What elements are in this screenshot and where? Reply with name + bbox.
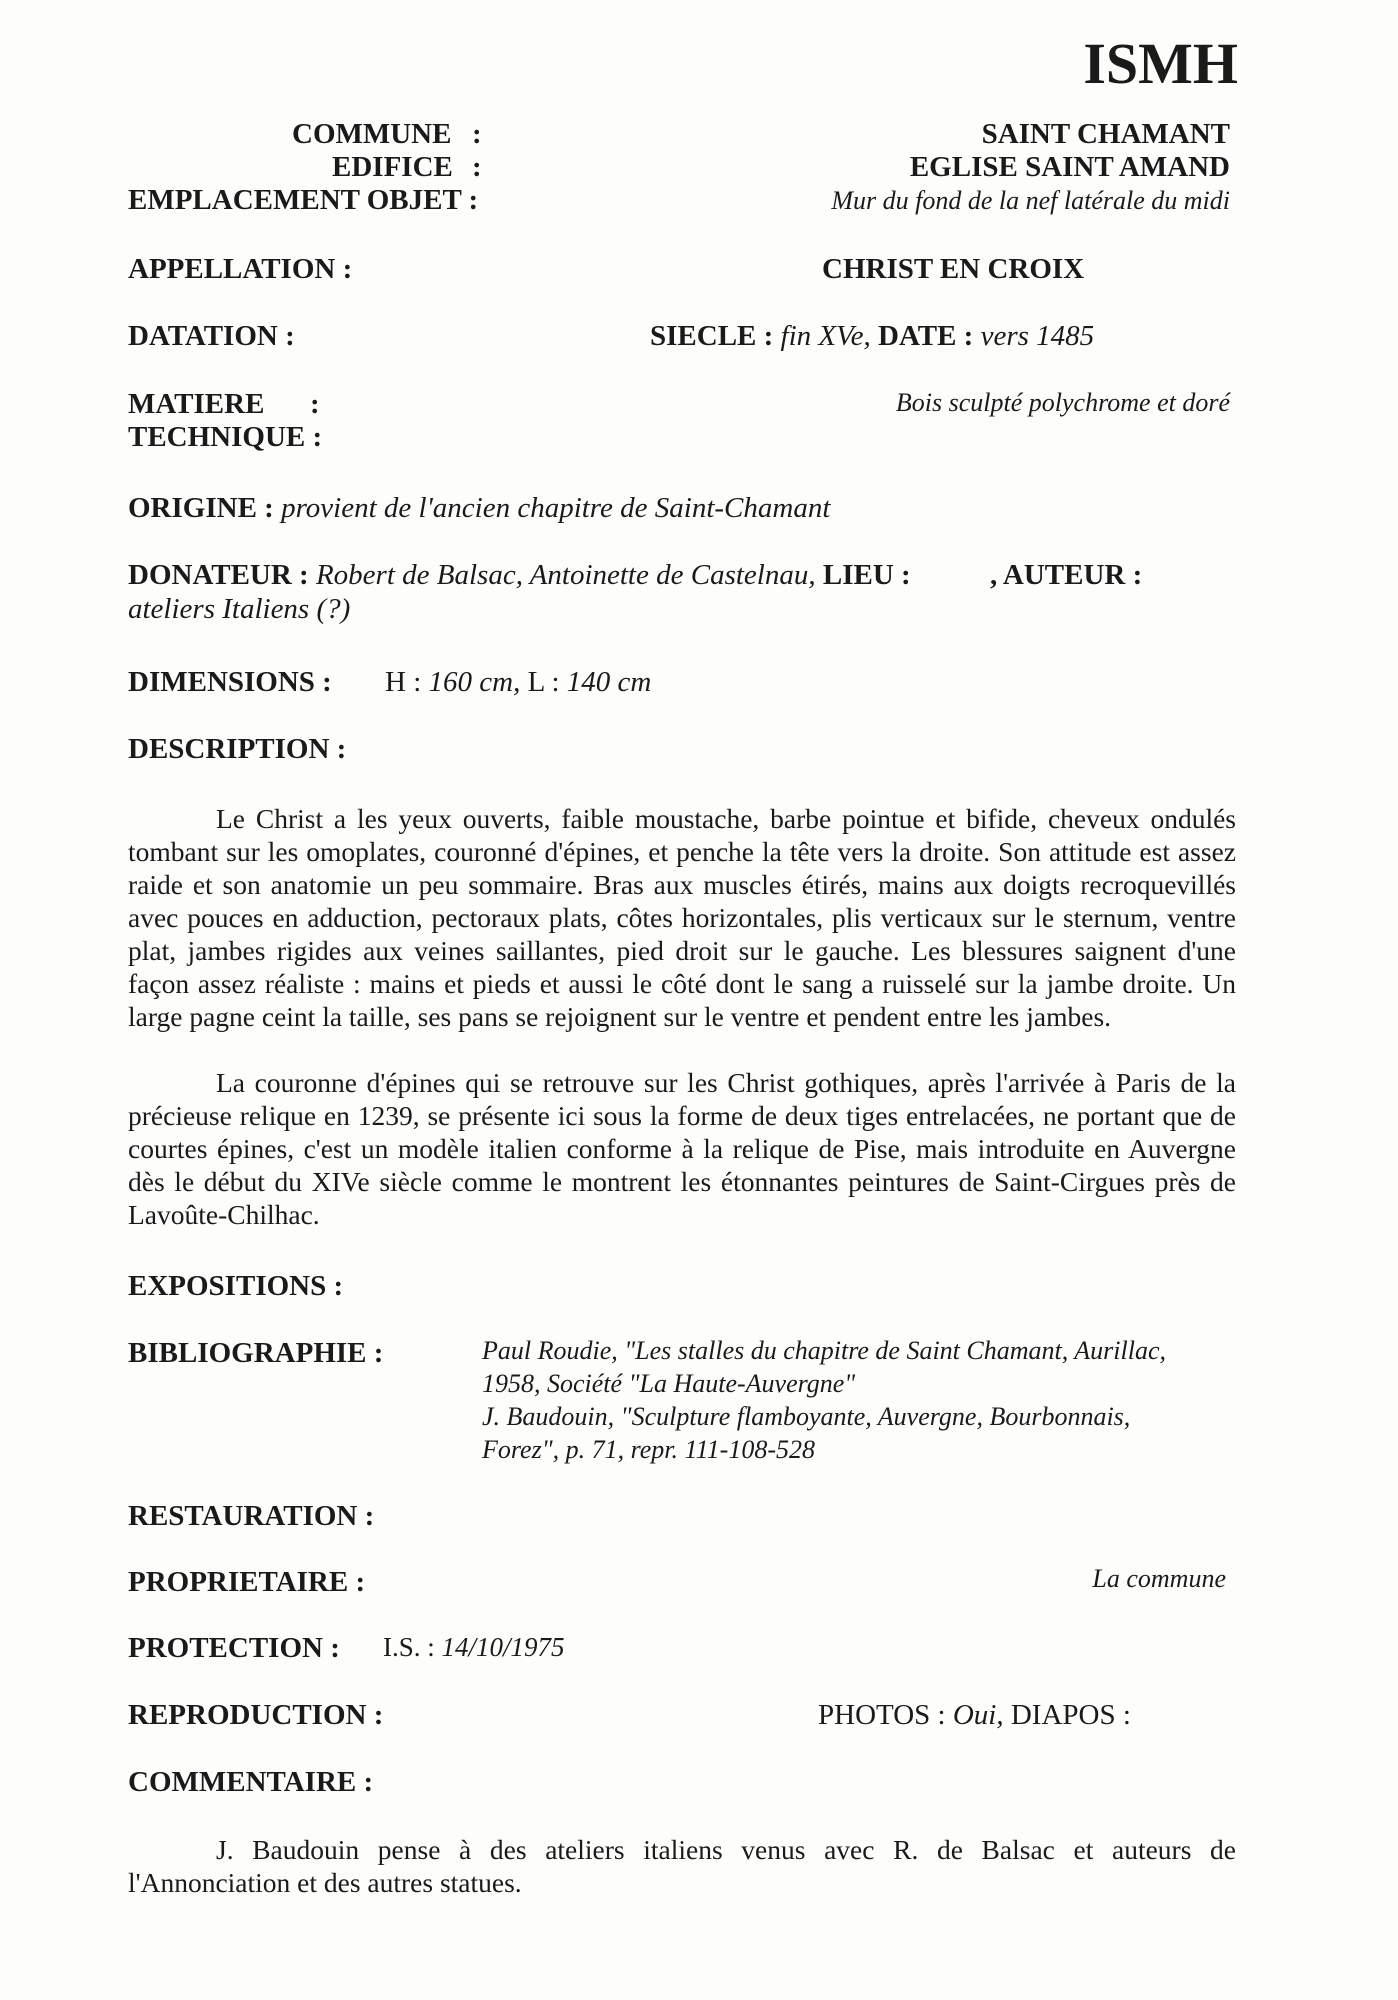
bibliographie-label: BIBLIOGRAPHIE : — [128, 1337, 384, 1369]
matiere-colon: : — [310, 388, 320, 420]
commune-value: SAINT CHAMANT — [981, 118, 1230, 150]
auteur-value: ateliers Italiens (?) — [128, 593, 351, 625]
proprietaire-label: PROPRIETAIRE : — [128, 1566, 366, 1598]
reproduction-label: REPRODUCTION : — [128, 1699, 384, 1731]
commune-colon: : — [472, 118, 482, 150]
proprietaire-value: La commune — [1092, 1564, 1226, 1593]
commentaire-text: J. Baudouin pense à des ateliers italiens venus avec R. de Balsac et auteurs de l'Annonciation et des autres statues. — [128, 1834, 1236, 1898]
dimensions-label: DIMENSIONS : — [128, 666, 332, 698]
document-code: ISMH — [1083, 31, 1238, 96]
restauration-label: RESTAURATION : — [128, 1500, 375, 1532]
bibliographie-line-4: Forez", p. 71, repr. 111-108-528 — [482, 1435, 815, 1464]
bibliographie-line-1: Paul Roudie, "Les stalles du chapitre de Saint Chamant, Aurillac, — [482, 1336, 1166, 1365]
edifice-colon: : — [472, 151, 482, 183]
appellation-value: CHRIST EN CROIX — [822, 253, 1085, 285]
technique-label: TECHNIQUE : — [128, 421, 323, 453]
commentaire-label: COMMENTAIRE : — [128, 1766, 374, 1798]
matiere-label: MATIERE — [128, 388, 265, 420]
protection-value: I.S. : 14/10/1975 — [383, 1632, 565, 1662]
edifice-value: EGLISE SAINT AMAND — [909, 151, 1230, 183]
edifice-label: EDIFICE — [332, 151, 453, 183]
datation-label: DATATION : — [128, 320, 295, 352]
description-label: DESCRIPTION : — [128, 733, 347, 765]
emplacement-label: EMPLACEMENT OBJET : — [128, 184, 479, 216]
donateur-row: DONATEUR : Robert de Balsac, Antoinette de Castelnau, LIEU : — [128, 559, 911, 591]
emplacement-value: Mur du fond de la nef latérale du midi — [831, 186, 1230, 215]
bibliographie-line-2: 1958, Société "La Haute-Auvergne" — [482, 1369, 856, 1398]
protection-label: PROTECTION : — [128, 1632, 340, 1664]
reproduction-value: PHOTOS : Oui, DIAPOS : — [818, 1699, 1131, 1731]
expositions-label: EXPOSITIONS : — [128, 1270, 344, 1302]
origine-row: ORIGINE : provient de l'ancien chapitre de Saint-Chamant — [128, 492, 831, 524]
description-paragraph-2: La couronne d'épines qui se retrouve sur les Christ gothiques, après l'arrivée à Paris de la précieuse relique en 1239, se présente ici sous la forme de deux tiges entrelacées, ne portant que de courtes épines, c'est un modèle italien conforme à la relique de Pise, mais introduite en Auvergne dès le début du XIVe siècle comme le montrent les étonnantes peintures de Saint-Cirgues près de Lavoûte-Chilhac. — [128, 1067, 1236, 1230]
appellation-label: APPELLATION : — [128, 253, 353, 285]
dimensions-value: H : 160 cm, L : 140 cm — [385, 666, 652, 698]
auteur-label: , AUTEUR : — [990, 559, 1143, 591]
matiere-value: Bois sculpté polychrome et doré — [895, 388, 1230, 417]
commune-label: COMMUNE — [292, 118, 452, 150]
bibliographie-line-3: J. Baudouin, "Sculpture flamboyante, Auvergne, Bourbonnais, — [482, 1402, 1131, 1431]
description-paragraph-1: Le Christ a les yeux ouverts, faible moustache, barbe pointue et bifide, cheveux ondulés tombant sur les omoplates, couronné d'épines, et penche la tête vers la droite. Son attitude est assez raide et son anatomie un peu sommaire. Bras aux muscles étirés, mains aux doigts recroquevillés avec pouces en adduction, pectoraux plats, côtes horizontales, plis verticaux sur le sternum, ventre plat, jambes rigides aux veines saillantes, pied droit sur le gauche. Les blessures saignent d'une façon assez réaliste : mains et pieds et aussi le côté dont le sang a ruisselé sur la jambe droite. Un large pagne ceint la taille, ses pans se rejoignent sur le ventre et pendent entre les jambes. — [128, 803, 1236, 1032]
datation-value: SIECLE : fin XVe, DATE : vers 1485 — [650, 320, 1095, 352]
